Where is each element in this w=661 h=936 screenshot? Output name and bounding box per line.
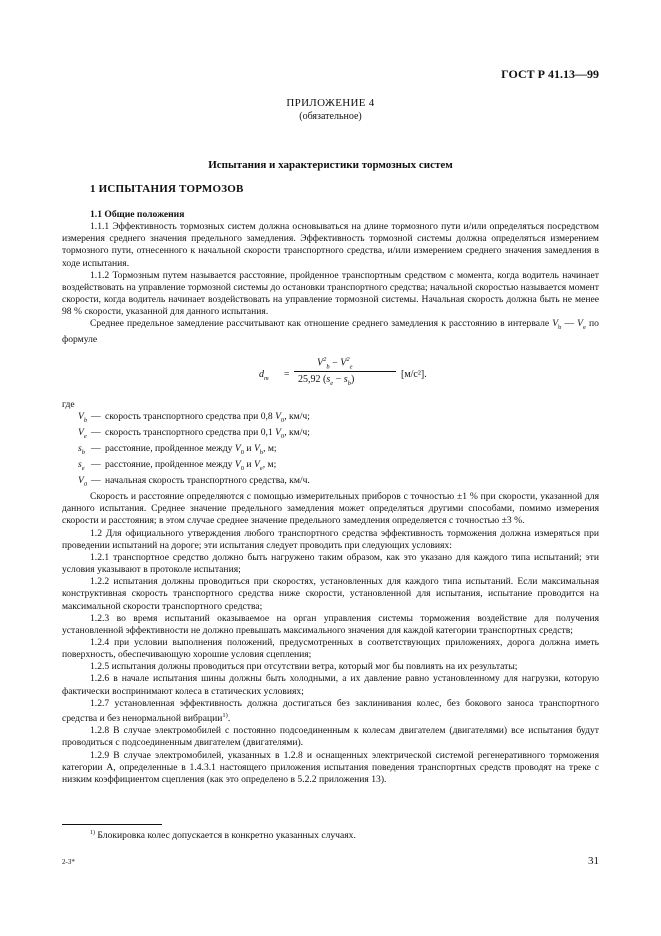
interval-s1: b xyxy=(558,324,562,332)
mfdd-text-a: Среднее предельное замедление рассчитывают как отношение среднего замедления к расстоянию в интервале xyxy=(90,318,550,330)
mfdd-text-b: по формуле xyxy=(62,318,599,346)
interval-v2: V xyxy=(577,318,584,330)
paragraph-1-2-8: 1.2.8 В случае электромобилей с постоянно подсоединенным к колесам двигателем (двигателями) все испытания будут проводиться с подсоединенным двигателем (двигателями). xyxy=(62,725,599,749)
print-signature: 2-3* xyxy=(62,858,75,866)
page-number: 31 xyxy=(588,855,599,867)
footnote-ref: 1) xyxy=(222,711,228,719)
where-label: где xyxy=(62,398,75,410)
formula-unit: [м/с²]. xyxy=(401,368,427,380)
mfdd-formula xyxy=(62,351,599,397)
formula-numerator: $V^2_b - V^2_e$ xyxy=(317,355,353,370)
paragraph-1-2-2: 1.2.2 испытания должны проводиться при скоростях, установленных для каждого типа испытаний. Если максимальная конструктивная скорость транспортного средства ниже скорости, установленной для испытания, испытание проводится на максимальной скорости транспортного средства; xyxy=(62,576,599,612)
paragraph-1-2-9: 1.2.9 В случае электромобилей, указанных в 1.2.8 и оснащенных электрической системой регенеративного торможения категории А, определенные в 1.4.3.1 настоящего приложения испытания поведения транспортных средств проводят на треке с низким коэффициентом сцепления (как это определено в 5.2.2 приложения 13). xyxy=(62,749,599,785)
paragraph-1-2-3: 1.2.3 во время испытаний оказываемое на орган управления системы торможения воздействие для получения установленной эффективности не должно превышать максимального значения для каждой категории транспортных средств; xyxy=(62,612,599,636)
appendix-title: ПРИЛОЖЕНИЕ 4 xyxy=(286,97,375,109)
formula-fraction-bar xyxy=(294,371,396,372)
appendix-status: (обязательное) xyxy=(299,111,362,122)
paragraph-1-2-5: 1.2.5 испытания должны проводиться при отсутствии ветра, который мог бы повлиять на их результаты; xyxy=(90,661,518,673)
footnote: $^{1)}$ Блокировка колес допускается в конкретно указанных случаях. xyxy=(90,830,356,842)
interval-s2: e xyxy=(583,324,586,332)
section-title: 1 ИСПЫТАНИЯ ТОРМОЗОВ xyxy=(90,183,244,195)
paragraph-accuracy: Скорость и расстояние определяются с помощью измерительных приборов с точностью ±1 % при скорости, указанной для данного испытания. Среднее значение предельного замедления может определяться другими способами, помимо измерения скорости и расстояния; в этом случае среднее значение предельного замедления определяется с точностью ±3 %. xyxy=(62,491,599,527)
interval-v1: V xyxy=(552,318,559,330)
symbol-v0-row: $V_0$ — начальная скорость транспортного средства, км/ч. xyxy=(78,475,310,488)
footnote-separator xyxy=(62,824,162,825)
formula-equals: = xyxy=(284,368,290,380)
paragraph-1-2-6: 1.2.6 в начале испытания шины должны быть холодными, а их давление равно установленному для нагрузки, которую фактически воспринимают колеса в статических условиях; xyxy=(62,673,599,697)
paragraph-1-1-1: 1.1.1 Эффективность тормозных систем должна основываться на длине тормозного пути и/или определяться посредством измерения среднего значения предельного замедления. Эффективность тормозной системы должна определяться измерением тормозного пути, отнесенного к начальной скорости транспортного средства, и/или измерением среднего значения замедления в ходе испытания. xyxy=(62,221,599,269)
standard-code: ГОСТ Р 41.13—99 xyxy=(501,67,599,81)
paragraph-1-2: 1.2 Для официального утверждения любого транспортного средства эффективность торможения должна измеряться при проведении испытаний на дороге; эти испытания следует проводить при следующих условиях: xyxy=(62,527,599,551)
formula-denominator: 25,92 $(s_e - s_b)$ xyxy=(298,373,355,387)
symbol-se-row: $s_e$ — расстояние, пройденное между $V_0$ и $V_e$, м; xyxy=(78,458,277,472)
body-text xyxy=(62,209,599,786)
paragraph-1-2-1: 1.2.1 транспортное средство должно быть нагружено таким образом, как это указано для каждого типа испытаний; эти условия указывают в протоколе испытания; xyxy=(62,551,599,576)
symbol-vb-row: $V_b$ — скорость транспортного средства при 0,8 $V_0$, км/ч; xyxy=(78,410,310,424)
symbol-ve-row: $V_e$ — скорость транспортного средства при 0,1 $V_0$, км/ч; xyxy=(78,426,310,440)
subsection-title: 1.1 Общие положения xyxy=(90,209,185,220)
symbol-sb-row: $s_b$ — расстояние, пройденное между $V_0$ и $V_b$, м; xyxy=(78,442,277,456)
document-title: Испытания и характеристики тормозных систем xyxy=(208,159,453,171)
paragraph-mfdd xyxy=(62,318,599,346)
paragraph-1-1-2: 1.1.2 Тормозным путем называется расстояние, пройденное транспортным средством с момента, когда водитель начинает воздействовать на управление тормозной системы до остановки транспортного средства; начальной скоростью называется момент скорости, когда водитель начинает воздействовать на управление тормозной системы. Начальная скорость должна быть не менее 98 % скорости, указанной для данного испытания. xyxy=(62,269,599,318)
interval-dash: — xyxy=(561,318,578,330)
paragraph-1-2-7: 1.2.7 установленная эффективность должна достигаться без заклинивания колес, без бокового заноса транспортного средства и без ненормальной вибрации$^{1)}$. xyxy=(62,697,599,725)
formula-lhs: $d_m$ xyxy=(259,368,269,382)
paragraph-1-2-4: 1.2.4 при условии выполнения положений, предусмотренных в соответствующих приложениях, дорога должна иметь поверхность, обеспечивающую хорошие условия сцепления; xyxy=(62,636,599,661)
